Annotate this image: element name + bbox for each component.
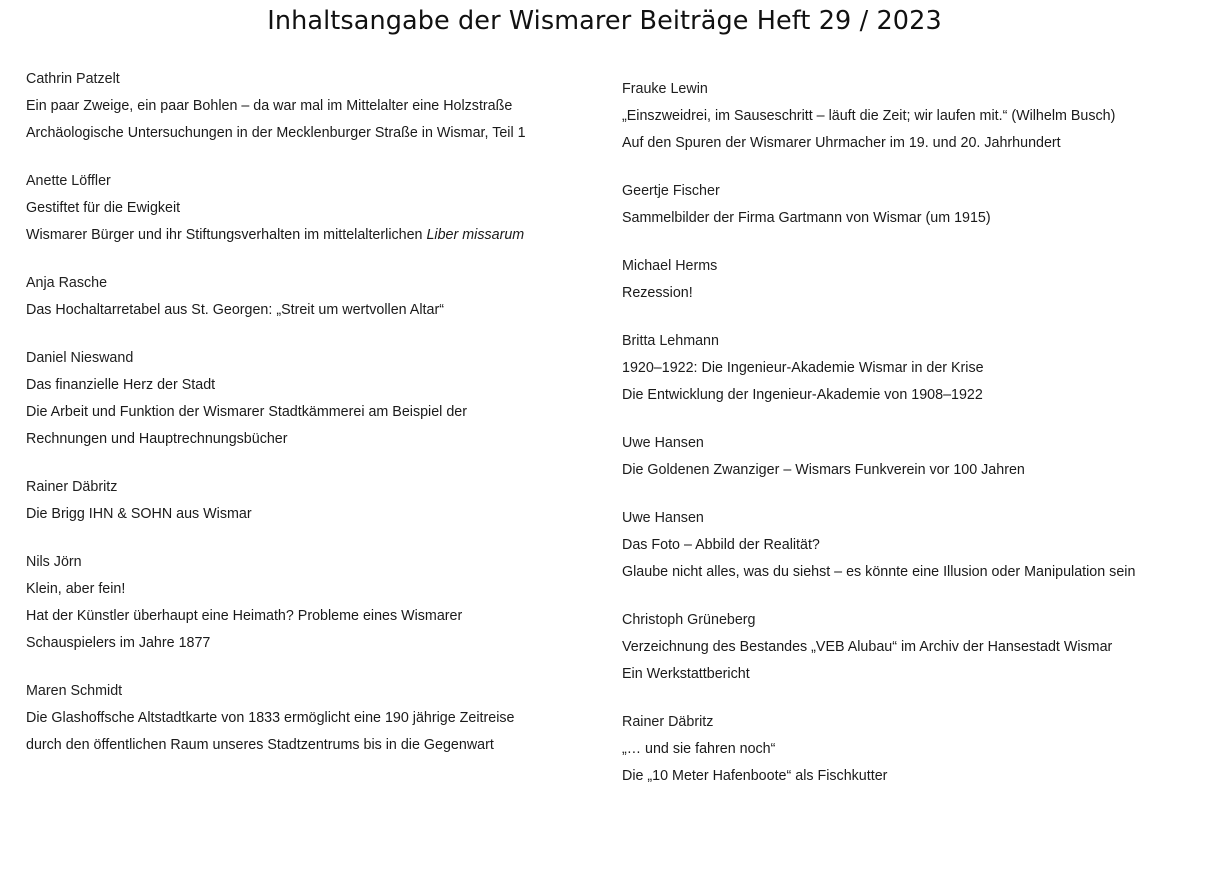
entry-title-line: 1920–1922: Die Ingenieur-Akademie Wismar in der Krise bbox=[622, 360, 984, 376]
toc-entry bbox=[622, 328, 1207, 409]
entry-title-line: Das Foto – Abbild der Realität? bbox=[622, 537, 820, 553]
entry-title-line: Die Glashoffsche Altstadtkarte von 1833 ermöglicht eine 190 jährige Zeitreise bbox=[26, 710, 515, 726]
entry-title-line: Die Goldenen Zwanziger – Wismars Funkverein vor 100 Jahren bbox=[622, 462, 1025, 478]
toc-entry bbox=[622, 430, 1207, 484]
entry-title-line bbox=[26, 222, 596, 249]
toc-entry bbox=[26, 549, 596, 657]
entry-title-line: Die Entwicklung der Ingenieur-Akademie von 1908–1922 bbox=[622, 387, 983, 403]
toc-entry bbox=[26, 474, 596, 528]
toc-entry bbox=[622, 253, 1207, 307]
entry-title-line: Klein, aber fein! bbox=[26, 581, 126, 597]
entry-title-line: Die Arbeit und Funktion der Wismarer Stadtkämmerei am Beispiel der bbox=[26, 404, 467, 420]
entry-title-line: Ein Werkstattbericht bbox=[622, 666, 750, 682]
entry-title-line: Hat der Künstler überhaupt eine Heimath? Probleme eines Wismarer bbox=[26, 608, 463, 624]
entry-title-line: Sammelbilder der Firma Gartmann von Wismar (um 1915) bbox=[622, 210, 991, 226]
toc-entry bbox=[622, 607, 1207, 688]
toc-entry bbox=[26, 66, 596, 147]
entry-author: Cathrin Patzelt bbox=[26, 71, 120, 87]
entry-author: Anja Rasche bbox=[26, 275, 108, 291]
entry-title-line: Rechnungen und Hauptrechnungsbücher bbox=[26, 431, 288, 447]
left-column bbox=[26, 66, 596, 780]
entry-title-line: Glaube nicht alles, was du siehst – es könnte eine Illusion oder Manipulation sein bbox=[622, 564, 1136, 580]
entry-author: Rainer Däbritz bbox=[622, 714, 714, 730]
entry-title-line: Auf den Spuren der Wismarer Uhrmacher im 19. und 20. Jahrhundert bbox=[622, 135, 1061, 151]
entry-author: Uwe Hansen bbox=[622, 510, 704, 526]
toc-entry bbox=[622, 505, 1207, 586]
entry-title-italic: Liber missarum bbox=[426, 227, 525, 243]
page-title: Inhaltsangabe der Wismarer Beiträge Heft 29 / 2023 bbox=[267, 6, 942, 36]
entry-title-line: Rezession! bbox=[622, 285, 693, 301]
toc-entry bbox=[26, 270, 596, 324]
toc-entry bbox=[622, 76, 1207, 157]
entry-title-line: durch den öffentlichen Raum unseres Stadtzentrums bis in die Gegenwart bbox=[26, 737, 494, 753]
entry-title-line: Die „10 Meter Hafenboote“ als Fischkutter bbox=[622, 768, 888, 784]
entry-title-line: „Einszweidrei, im Sauseschritt – läuft die Zeit; wir laufen mit.“ (Wilhelm Busch) bbox=[622, 108, 1116, 124]
entry-author: Daniel Nieswand bbox=[26, 350, 134, 366]
toc-entry bbox=[26, 168, 596, 249]
entry-title-line: Das Hochaltarretabel aus St. Georgen: „Streit um wertvollen Altar“ bbox=[26, 302, 444, 318]
entry-author: Rainer Däbritz bbox=[26, 479, 118, 495]
toc-entry bbox=[622, 178, 1207, 232]
entry-title-line: Das finanzielle Herz der Stadt bbox=[26, 377, 216, 393]
entry-author: Uwe Hansen bbox=[622, 435, 704, 451]
entry-title-text: Wismarer Bürger und ihr Stiftungsverhalten im mittelalterlichen bbox=[26, 227, 427, 243]
entry-author: Geertje Fischer bbox=[622, 183, 720, 199]
entry-author: Anette Löffler bbox=[26, 173, 111, 189]
entry-title-line: Die Brigg IHN & SOHN aus Wismar bbox=[26, 506, 252, 522]
entry-author: Michael Herms bbox=[622, 258, 718, 274]
entry-title-line: „… und sie fahren noch“ bbox=[622, 741, 776, 757]
entry-author: Frauke Lewin bbox=[622, 81, 708, 97]
entry-title-line: Gestiftet für die Ewigkeit bbox=[26, 200, 181, 216]
entry-author: Britta Lehmann bbox=[622, 333, 719, 349]
entry-title-line: Verzeichnung des Bestandes „VEB Alubau“ im Archiv der Hansestadt Wismar bbox=[622, 639, 1113, 655]
right-column bbox=[622, 76, 1207, 811]
entry-title-line: Ein paar Zweige, ein paar Bohlen – da war mal im Mittelalter eine Holzstraße bbox=[26, 98, 513, 114]
entry-author: Maren Schmidt bbox=[26, 683, 123, 699]
entry-title-line: Archäologische Untersuchungen in der Mecklenburger Straße in Wismar, Teil 1 bbox=[26, 125, 526, 141]
toc-entry bbox=[26, 678, 596, 759]
entry-author: Nils Jörn bbox=[26, 554, 82, 570]
toc-entry bbox=[26, 345, 596, 453]
entry-author: Christoph Grüneberg bbox=[622, 612, 756, 628]
toc-entry bbox=[622, 709, 1207, 790]
entry-title-line: Schauspielers im Jahre 1877 bbox=[26, 635, 211, 651]
